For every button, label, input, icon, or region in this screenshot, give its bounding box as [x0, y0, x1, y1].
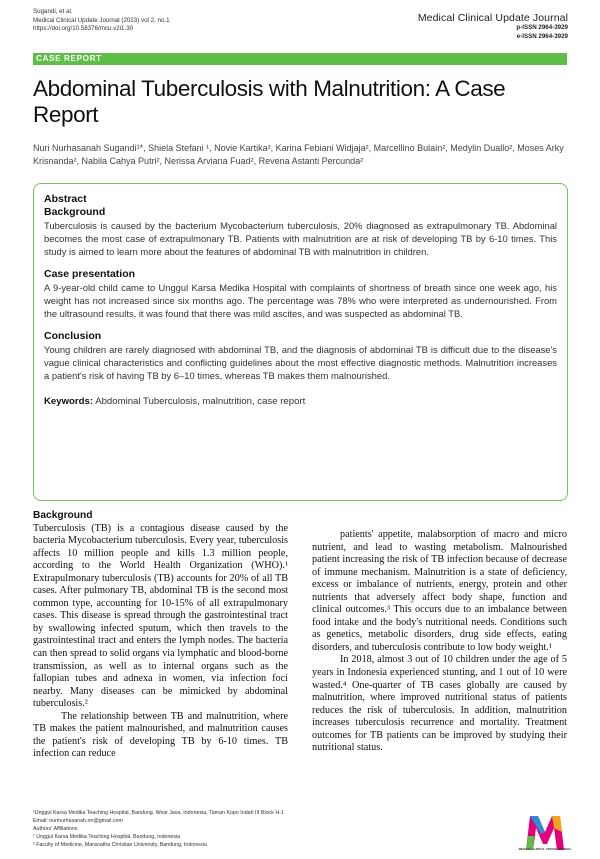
footnote-affiliations-heading: Authors' Affiliations	[33, 826, 78, 832]
article-title: Abdominal Tuberculosis with Malnutrition: A Case Report	[33, 76, 506, 127]
footnote-affiliation: ¹Unggul Karsa Medika Teaching Hospital, Bandung, West Java, Indonesia, Taman Kopo Indah III Block H-1	[33, 810, 284, 816]
abstract-background-text: Tuberculosis is caused by the bacterium Mycobacterium tuberculosis, 20% diagnosed as extrapulmonary TB. Abdominal becomes the most case of extrapulmonary TB. Patients with malnutrition are at risk of developing TB by 6-10 times. This study is aimed to learn more about the features of abdominal TB with malnutrition in children.	[44, 220, 557, 257]
citation: Medical Clinical Update Journal (2023) vol 2, no.1	[33, 16, 170, 24]
abstract-heading: Abstract	[44, 193, 87, 205]
author-short: Sugandi, et al.	[33, 8, 73, 15]
footnote-email[interactable]: Email: nurinurhasanah.nn@gmail.com	[33, 818, 123, 824]
footnotes	[33, 809, 433, 849]
abstract-box	[33, 183, 568, 501]
abstract-conclusion-text: Young children are rarely diagnosed with abdominal TB, and the diagnosis of abdominal TB is difficult due to the disease's vague clinical characteristics and conflicting guidelines about the most effective diagnostic methods. Malnutrition increases a patient's risk of having TB by 6–10 times, whereas TB makes them malnourished.	[44, 344, 557, 381]
keywords	[44, 396, 557, 407]
abstract-conclusion-heading: Conclusion	[44, 330, 102, 342]
body-column-left	[33, 510, 288, 761]
e-issn: e-ISSN 2964-3929	[516, 32, 568, 40]
article-type-banner: CASE REPORT	[33, 53, 567, 65]
journal-name: Medical Clinical Update Journal	[417, 12, 568, 24]
abstract-background-heading: Background	[44, 206, 106, 218]
running-header	[33, 8, 170, 34]
journal-logo-caption: MEDICAL CLINICAL UPDATE JOURNAL	[518, 847, 572, 851]
p-issn: p-ISSN 2964-3929	[516, 24, 568, 31]
keywords-label: Keywords:	[44, 396, 94, 407]
body-column-right	[312, 529, 567, 755]
section-heading-background: Background	[33, 510, 93, 521]
body-paragraph: The relationship between TB and malnutrition, where TB makes the patient malnourished, and malnutrition causes the patient's risk of developing TB by 6-10 times. TB infection can reduce	[33, 710, 288, 760]
doi-link[interactable]: https://doi.org/10.58376/mcu.v2i1.30	[33, 25, 134, 33]
abstract-case-text: A 9-year-old child came to Unggul Karsa Medika Hospital with complaints of shortness of breath since one week ago, his weight has not increased since six months ago. The percentage was 78% who were interpreted as undernourished. From the ultrasound results, it was found that there was mild ascites, and was suspected as abdominal TB.	[44, 282, 557, 319]
footnote-affiliation-2: ² Faculty of Medicine, Maranatha Christian University, Bandung, Indonesia	[33, 842, 207, 848]
body-paragraph: Tuberculosis (TB) is a contagious disease caused by the bacteria Mycobacterium tuberculosis. Every year, tuberculosis affects 10 million people and kills 1.3 million people, according to the World Health Organization (WHO).¹ Extrapulmonary tuberculosis (TB) accounts for 20% of all TB cases. After pulmonary TB, abdominal TB is the second most common type, accounting for 10-15% of all extrapulmonary cases. This disease is spread through the gastrointestinal tract by swallowing infected sputum, which then travels to the gastrointestinal tract and enters the lymph nodes. The bacteria can then spread to solid organs via lymphatic and blood-borne transmission, as well as to internal organs such as the fallopian tubes and adnexa in women, via infection foci nearby. Many diseases can be mimicked by abdominal tuberculosis.²	[33, 522, 288, 710]
abstract-case-heading: Case presentation	[44, 268, 136, 280]
body-paragraph: In 2018, almost 3 out of 10 children under the age of 5 years in Indonesia experienced stunting, and 1 out of 10 were wasted.⁴ One-quarter of TB cases globally are caused by malnutrition, where improved nutritional status of patients reduces the risk of tuberculosis. In addition, malnutrition increases tuberculosis recurrence and mortality. Treatment outcomes for TB patients can be improved by studying their nutritional status.	[312, 654, 567, 754]
author-list: Nuri Nurhasanah Sugandi¹*, Shiela Stefani ¹, Novie Kartika², Karina Febiani Widjaja², Marcellino Bulain², Medylin Duallo², Moses Arky Krisnanda², Nabila Cahya Putri², Nerissa Arviana Fuad², Revena Astanti Percunda²	[33, 143, 564, 166]
footnote-affiliation-1: ¹ Unggul Karsa Medika Teaching Hospital, Bandung, Indonesia	[33, 834, 181, 840]
keywords-text: Abdominal Tuberculosis, malnutrition, case report	[95, 396, 306, 407]
body-paragraph: patients' appetite, malabsorption of macro and micro nutrient, and lead to wasting metabolism. Malnourished patient increasing the risk of TB infection because of decrease of immune mechanism. Malnutrition is a state of deficiency, excess or imbalance of nutrients, energy, protein and other nutrients that adversely affect body shape, function and clinical outcomes.³ This occurs due to an imbalance between food intake and the body's nutritional needs. Conditions such as genetics, metabolic disorders, drug side effects, eating disorders, and tuberculosis contribute to low body weight.¹	[312, 529, 567, 653]
journal-header	[418, 12, 568, 41]
